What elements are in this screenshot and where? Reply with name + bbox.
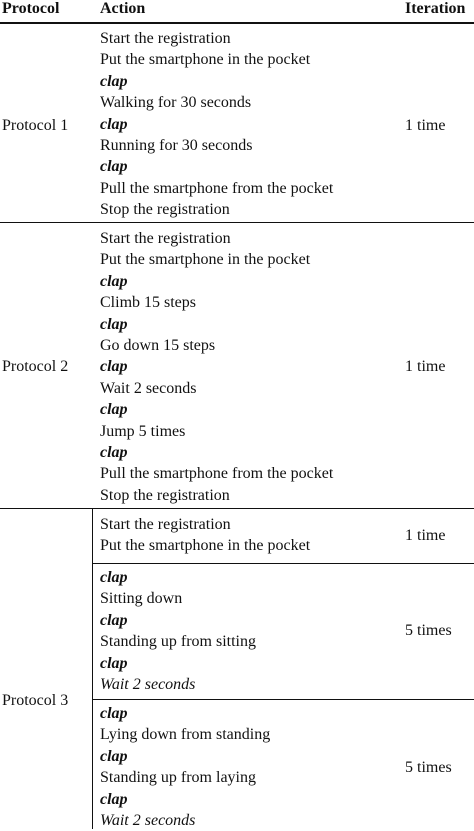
protocol-2-label: Protocol 2 [2,358,69,375]
clap-step: clap [100,115,128,133]
step: Running for 30 seconds [100,137,253,155]
step: Put the smartphone in the pocket [100,251,311,269]
clap-step: clap [100,611,128,629]
step: Jump 5 times [100,422,186,440]
step: Pull the smartphone from the pocket [100,179,334,197]
step: Lying down from standing [100,726,271,744]
protocol-1-steps [100,28,333,221]
clap-step: clap [100,654,128,672]
step: Start the registration [100,516,231,533]
step: Standing up from laying [100,769,256,787]
protocol-2-steps [100,228,333,506]
clap-step: clap [100,158,128,176]
protocol-2-iteration: 1 time [405,358,446,375]
clap-step: clap [100,358,128,376]
clap-step: clap [100,569,128,586]
step: Pull the smartphone from the pocket [100,465,334,483]
protocol-3-group-2-steps [100,567,256,695]
row-rule [0,508,474,509]
group-rule [92,699,474,700]
header-iteration: Iteration [405,0,466,17]
step: Go down 15 steps [100,337,216,355]
clap-step: clap [100,315,128,333]
step: Stop the registration [100,201,230,219]
clap-step: clap [100,444,128,462]
step: Sitting down [100,590,183,608]
protocol-3-divider [92,508,93,829]
step: Walking for 30 seconds [100,94,252,112]
clap-step: clap [100,401,128,419]
step: Start the registration [100,230,231,247]
header-protocol: Protocol [2,0,60,17]
step: Standing up from sitting [100,633,256,651]
protocol-3-group-3-steps [100,703,270,831]
protocol-3-group-1-steps [100,514,310,557]
step: Wait 2 seconds [100,379,197,397]
step: Wait 2 seconds [100,676,196,694]
protocol-3-group-2-iteration: 5 times [405,622,452,639]
protocol-1-label: Protocol 1 [2,117,69,134]
step: Put the smartphone in the pocket [100,51,311,69]
protocol-1-iteration: 1 time [405,117,446,134]
step: Wait 2 seconds [100,812,196,830]
clap-step: clap [100,72,128,90]
protocol-3-group-3-iteration: 5 times [405,759,452,776]
header-rule [0,22,474,24]
header-action: Action [100,0,146,17]
step: Start the registration [100,30,231,47]
clap-step: clap [100,790,128,808]
group-rule [92,563,474,564]
step: Put the smartphone in the pocket [100,537,311,555]
clap-step: clap [100,272,128,290]
clap-step: clap [100,705,128,722]
step: Stop the registration [100,486,230,504]
protocol-3-group-1-iteration: 1 time [405,527,446,544]
row-rule [0,222,474,223]
clap-step: clap [100,747,128,765]
step: Climb 15 steps [100,294,197,312]
protocol-3-label: Protocol 3 [2,692,69,709]
